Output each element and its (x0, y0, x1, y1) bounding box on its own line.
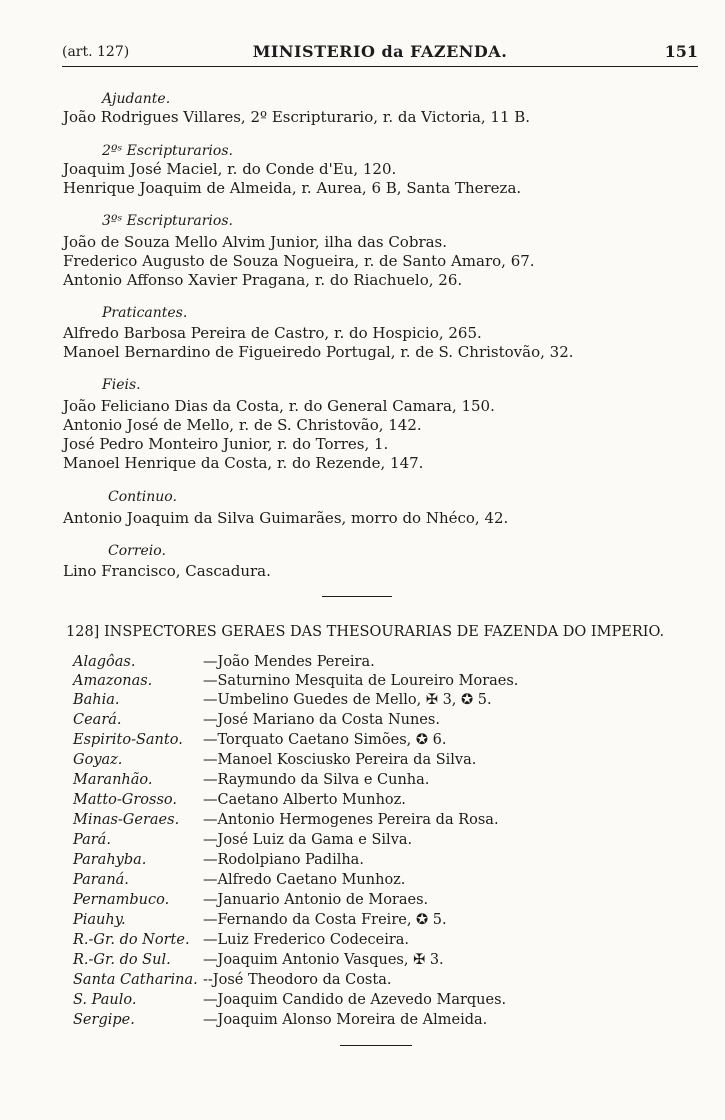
province-name: S. Paulo. (73, 992, 137, 1008)
section-heading-ajudante: Ajudante. (102, 91, 171, 107)
entry-line: Henrique Joaquim de Almeida, r. Aurea, 6 B, Santa Thereza. (63, 179, 522, 197)
province-name: Alagôas. (73, 654, 136, 670)
inspector-name: —Joaquim Alonso Moreira de Almeida. (203, 1012, 488, 1028)
province-name: Maranhão. (73, 772, 153, 788)
inspector-name: —Joaquim Antonio Vasques, ✠ 3. (203, 952, 444, 968)
inspector-name: —Alfredo Caetano Munhoz. (203, 872, 406, 888)
province-name: R.-Gr. do Norte. (73, 932, 190, 948)
province-name: Piauhy. (73, 912, 126, 928)
page-number: 151 (664, 42, 698, 61)
section-heading-correio: Correio. (108, 543, 166, 559)
inspector-name: —Caetano Alberto Munhoz. (203, 792, 406, 808)
province-name: Sergipe. (73, 1012, 135, 1028)
inspector-name: —Umbelino Guedes de Mello, ✠ 3, ✪ 5. (203, 692, 492, 708)
inspector-name: —Manoel Kosciusko Pereira da Silva. (203, 752, 477, 768)
section-heading-continuo: Continuo. (108, 489, 177, 505)
entry-line: Antonio José de Mello, r. de S. Christovão, 142. (63, 416, 422, 434)
end-divider (340, 1045, 412, 1046)
section-divider (322, 596, 392, 597)
entry-line: João Rodrigues Villares, 2º Escripturario, r. da Victoria, 11 B. (63, 108, 531, 126)
province-name: Amazonas. (73, 673, 153, 689)
inspector-name: —Januario Antonio de Moraes. (203, 892, 429, 908)
province-name: Minas-Geraes. (73, 812, 180, 828)
entry-line: Joaquim José Maciel, r. do Conde d'Eu, 120. (63, 160, 397, 178)
province-name: Paraná. (73, 872, 129, 888)
page-title: MINISTERIO da FAZENDA. (252, 42, 508, 61)
inspector-name: —Luiz Frederico Codeceira. (203, 932, 410, 948)
inspector-name: --José Theodoro da Costa. (203, 972, 392, 988)
entry-line: Antonio Joaquim da Silva Guimarães, morro do Nhéco, 42. (63, 509, 509, 527)
article-reference: (art. 127) (62, 44, 130, 60)
entry-line: Antonio Affonso Xavier Pragana, r. do Riachuelo, 26. (63, 271, 463, 289)
inspector-name: —João Mendes Pereira. (203, 654, 375, 670)
province-name: Pernambuco. (73, 892, 170, 908)
inspector-name: —José Mariano da Costa Nunes. (203, 712, 440, 728)
entry-line: Frederico Augusto de Souza Nogueira, r. de Santo Amaro, 67. (63, 252, 535, 270)
inspector-name: —Torquato Caetano Simões, ✪ 6. (203, 732, 447, 748)
page-header (62, 42, 698, 67)
province-name: Ceará. (73, 712, 122, 728)
section-heading-fieis: Fieis. (102, 377, 141, 393)
section-heading-praticantes: Praticantes. (102, 305, 188, 321)
entry-line: João de Souza Mello Alvim Junior, ilha das Cobras. (63, 233, 448, 251)
section-heading-2os-escripturarios: 2ºˢ Escripturarios. (102, 143, 233, 159)
inspectors-section-title: 128] INSPECTORES GERAES DAS THESOURARIAS DE FAZENDA DO IMPERIO. (66, 624, 665, 640)
inspector-name: —Raymundo da Silva e Cunha. (203, 772, 430, 788)
inspector-name: —Rodolpiano Padilha. (203, 852, 364, 868)
province-name: Pará. (73, 832, 111, 848)
province-name: Matto-Grosso. (73, 792, 177, 808)
section-heading-3os-escripturarios: 3ºˢ Escripturarios. (102, 213, 233, 229)
province-name: Espirito-Santo. (73, 732, 183, 748)
province-name: Santa Catharina. (73, 972, 198, 988)
inspector-name: —Saturnino Mesquita de Loureiro Moraes. (203, 673, 519, 689)
inspector-name: —Joaquim Candido de Azevedo Marques. (203, 992, 507, 1008)
inspector-name: —José Luiz da Gama e Silva. (203, 832, 413, 848)
entry-line: Manoel Henrique da Costa, r. do Rezende, 147. (63, 454, 424, 472)
province-name: Parahyba. (73, 852, 147, 868)
entry-line: João Feliciano Dias da Costa, r. do General Camara, 150. (63, 397, 495, 415)
entry-line: Alfredo Barbosa Pereira de Castro, r. do Hospicio, 265. (63, 324, 482, 342)
entry-line: Lino Francisco, Cascadura. (63, 562, 271, 580)
inspector-name: —Antonio Hermogenes Pereira da Rosa. (203, 812, 499, 828)
province-name: R.-Gr. do Sul. (73, 952, 171, 968)
entry-line: José Pedro Monteiro Junior, r. do Torres, 1. (63, 435, 389, 453)
entry-line: Manoel Bernardino de Figueiredo Portugal, r. de S. Christovão, 32. (63, 343, 574, 361)
province-name: Goyaz. (73, 752, 123, 768)
province-name: Bahia. (73, 692, 120, 708)
inspector-name: —Fernando da Costa Freire, ✪ 5. (203, 912, 447, 928)
